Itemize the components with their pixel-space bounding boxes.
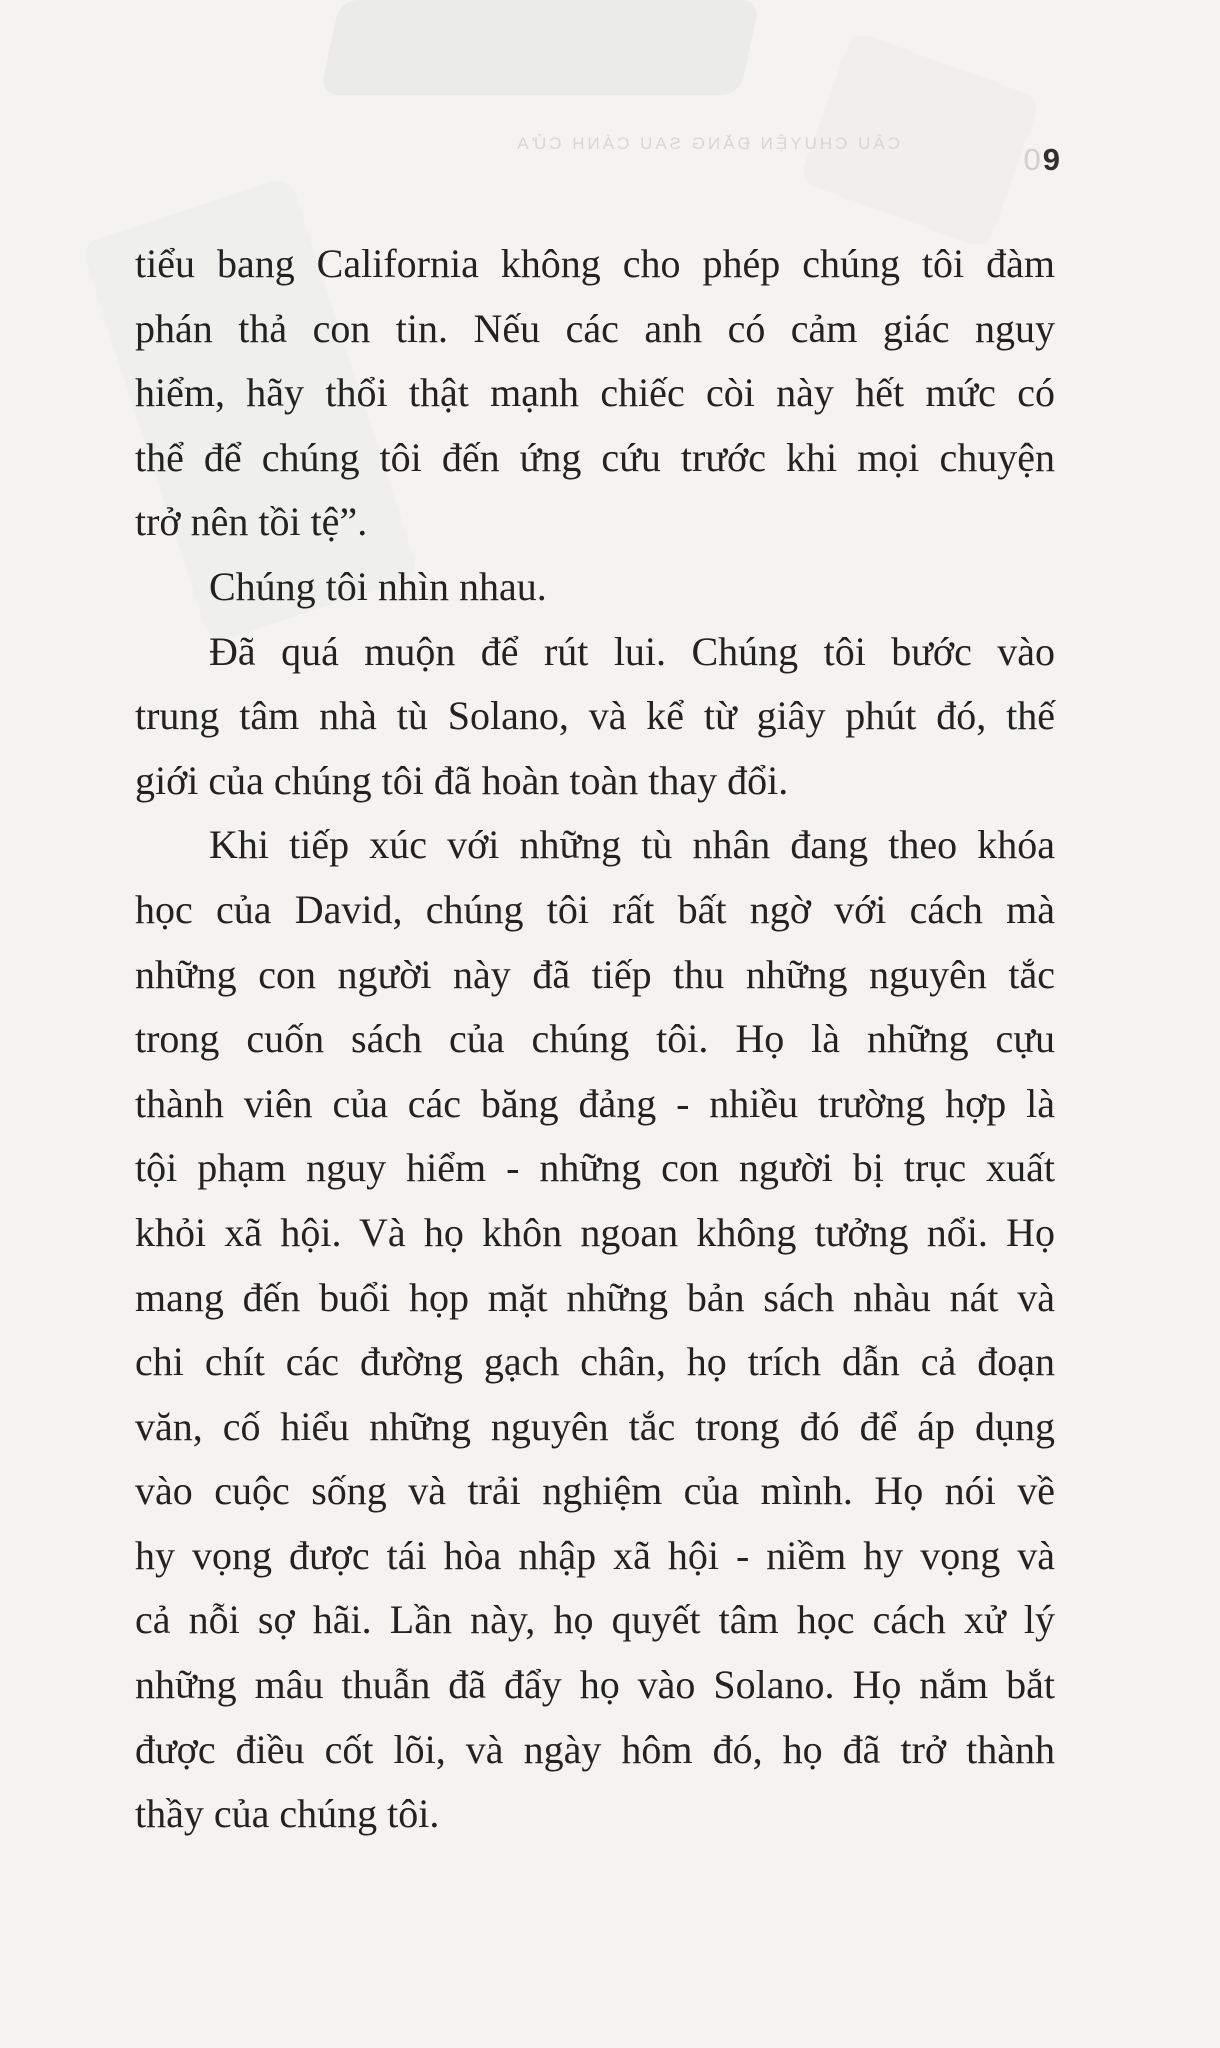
text-line: được điều cốt lõi, và ngày hôm đó, họ đã trở thành (135, 1726, 1055, 1772)
text-line: vào cuộc sống và trải nghiệm của mình. Họ nói về (135, 1468, 1055, 1514)
text-line: Đã quá muộn để rút lui. Chúng tôi bước vào (209, 628, 1055, 674)
show-through-shape (320, 0, 760, 95)
page-number-value: 9 (1042, 142, 1060, 177)
text-line: trong cuốn sách của chúng tôi. Họ là những cựu (135, 1016, 1055, 1062)
text-line: hiểm, hãy thổi thật mạnh chiếc còi này hết mức có (135, 370, 1055, 416)
text-line: Chúng tôi nhìn nhau. (209, 563, 547, 609)
text-line: giới của chúng tôi đã hoàn toàn thay đổi. (135, 757, 789, 803)
text-line: trở nên tồi tệ”. (135, 499, 368, 545)
text-line: trung tâm nhà tù Solano, và kể từ giây phút đó, thế (135, 693, 1055, 739)
text-line: những con người này đã tiếp thu những nguyên tắc (135, 951, 1055, 997)
text-line: mang đến buổi họp mặt những bản sách nhàu nát và (135, 1274, 1055, 1320)
text-line: những mâu thuẫn đã đẩy họ vào Solano. Họ nắm bắt (135, 1662, 1055, 1708)
text-line: hy vọng được tái hòa nhập xã hội - niềm hy vọng và (135, 1532, 1055, 1578)
text-line: chi chít các đường gạch chân, họ trích dẫn cả đoạn (135, 1339, 1055, 1385)
text-line: khỏi xã hội. Và họ khôn ngoan không tưởng nổi. Họ (135, 1209, 1055, 1255)
page-number (1024, 142, 1061, 178)
running-header: CÂU CHUYỆN ĐẰNG SAU CÁNH CỬA (514, 134, 900, 153)
text-line: cả nỗi sợ hãi. Lần này, họ quyết tâm học cách xử lý (135, 1597, 1055, 1643)
text-line: Khi tiếp xúc với những tù nhân đang theo khóa (209, 822, 1055, 868)
body-text (135, 232, 1055, 1847)
text-line: học của David, chúng tôi rất bất ngờ với cách mà (135, 886, 1055, 932)
text-line: phán thả con tin. Nếu các anh có cảm giác nguy (135, 305, 1055, 351)
text-line: thể để chúng tôi đến ứng cứu trước khi mọi chuyện (135, 434, 1055, 480)
text-line: văn, cố hiểu những nguyên tắc trong đó để áp dụng (135, 1403, 1055, 1449)
text-line: tiểu bang California không cho phép chúng tôi đàm (135, 241, 1055, 286)
text-line: thầy của chúng tôi. (135, 1791, 440, 1837)
text-line: tội phạm nguy hiểm - những con người bị trục xuất (135, 1145, 1055, 1191)
text-line: thành viên của các băng đảng - nhiều trường hợp là (135, 1080, 1055, 1126)
page-number-prefix: 0 (1023, 142, 1041, 177)
